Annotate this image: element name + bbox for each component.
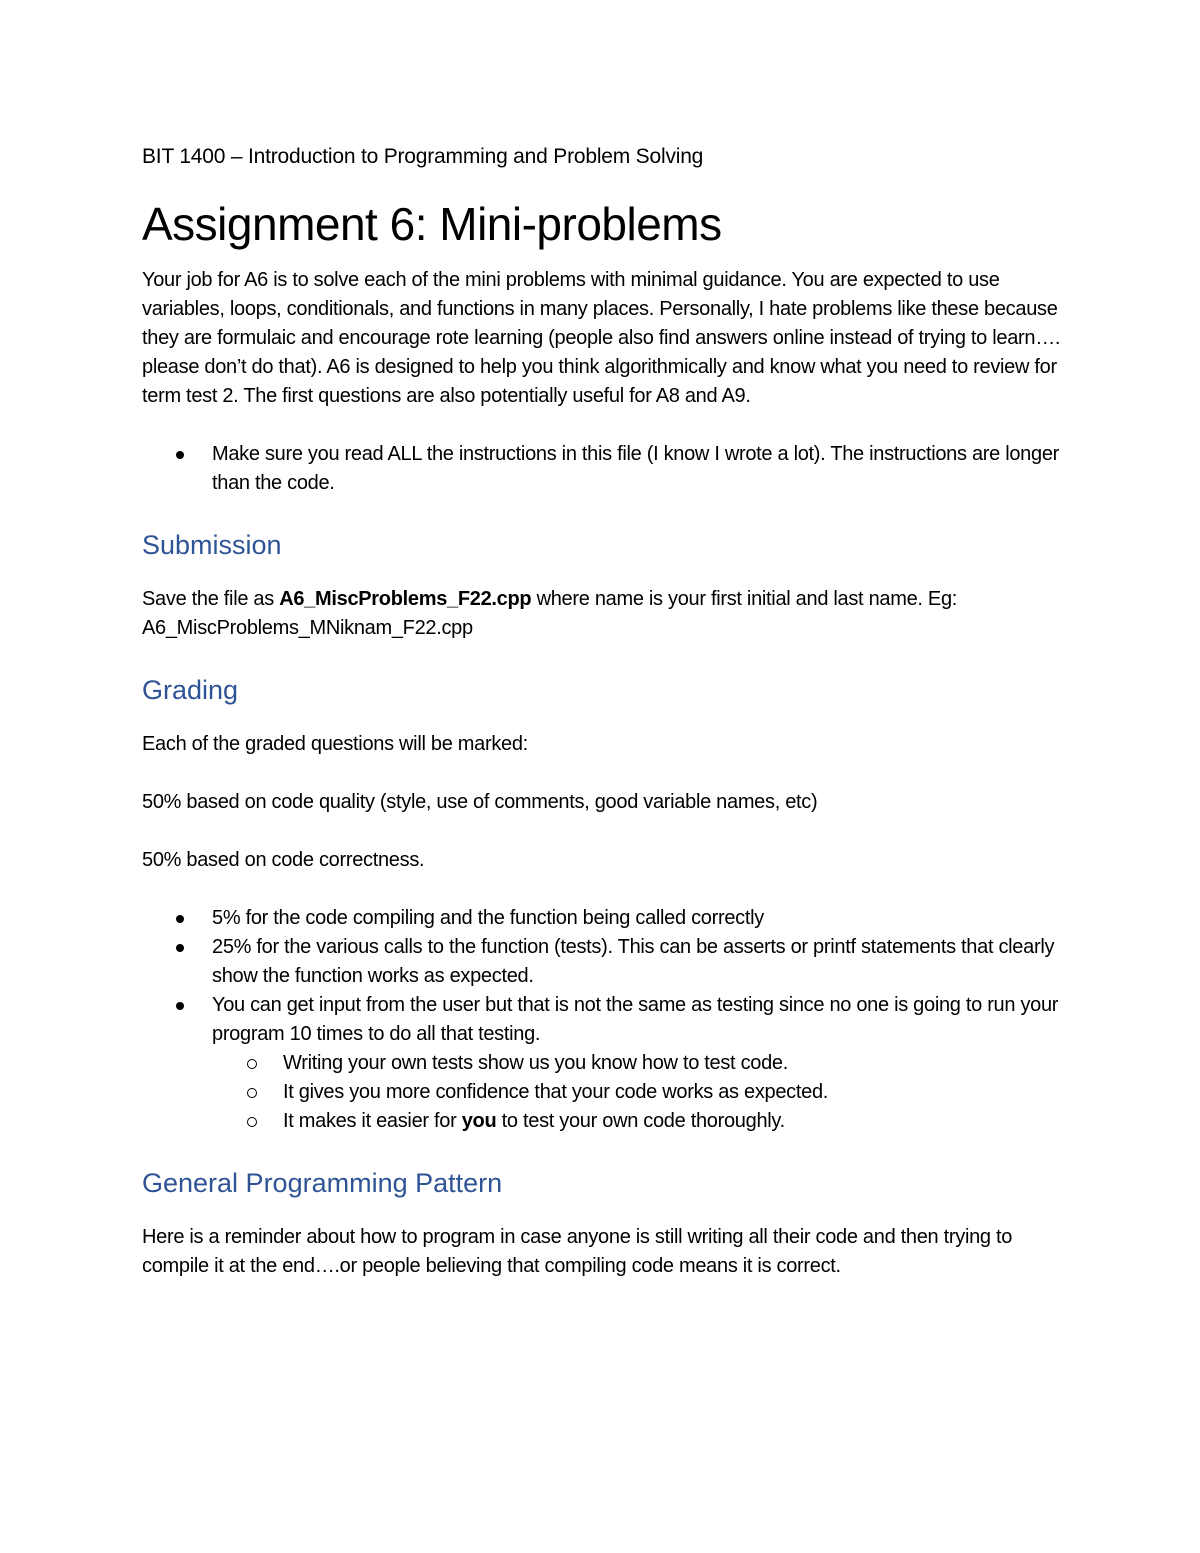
- hollow-bullet-icon: [247, 1088, 257, 1098]
- grading-sub-bullet-text: It gives you more confidence that your code works as expected.: [283, 1081, 829, 1103]
- intro-bullet-list: [142, 440, 1062, 498]
- intro-bullet-item: [142, 440, 1062, 498]
- grading-sub-bullet-item: [212, 1049, 1062, 1078]
- assignment-title: Assignment 6: Mini-problems: [142, 198, 722, 250]
- grading-sub-bullet-text-after: to test your own code thoroughly.: [496, 1110, 785, 1132]
- intro-bullet-text: Make sure you read ALL the instructions in this file (I know I wrote a lot). The instructions are longer than the code.: [212, 443, 1060, 494]
- submission-filename: A6_MiscProblems_F22.cpp: [279, 588, 532, 610]
- grading-bullet-item: [142, 933, 1062, 991]
- grading-sub-bullet-bold: you: [461, 1110, 497, 1132]
- grading-sub-bullet-text: Writing your own tests show us you know how to test code.: [283, 1052, 789, 1074]
- document-content: [142, 142, 1062, 1310]
- pattern-heading: General Programming Pattern: [142, 1168, 503, 1198]
- grading-quality-line: 50% based on code quality (style, use of comments, good variable names, etc): [142, 791, 818, 813]
- grading-heading: Grading: [142, 675, 239, 705]
- pattern-paragraph: Here is a reminder about how to program in case anyone is still writing all their code and then trying to compile it at the end….or people believing that compiling code means it is correct.: [142, 1226, 1013, 1277]
- grading-bullet-list: [142, 904, 1062, 1136]
- grading-intro: Each of the graded questions will be marked:: [142, 733, 528, 755]
- grading-bullet-item: [142, 991, 1062, 1136]
- course-header: BIT 1400 – Introduction to Programming and Problem Solving: [142, 145, 704, 168]
- grading-sub-bullet-item: [212, 1107, 1062, 1136]
- grading-sub-bullet-list: [212, 1049, 1062, 1136]
- grading-sub-bullet-item: [212, 1078, 1062, 1107]
- grading-correctness-line: 50% based on code correctness.: [142, 849, 425, 871]
- hollow-bullet-icon: [247, 1059, 257, 1069]
- submission-text-after: where name is your first initial and last name. Eg: A6_MiscProblems_MNiknam_F22.cpp: [142, 588, 958, 639]
- bullet-icon: [176, 1002, 184, 1010]
- bullet-icon: [176, 451, 184, 459]
- grading-bullet-text: You can get input from the user but that is not the same as testing since no one is going to run your program 10 times to do all that testing.: [212, 994, 1059, 1045]
- grading-bullet-text: 25% for the various calls to the function (tests). This can be asserts or printf statements that clearly show the function works as expected.: [212, 936, 1055, 987]
- intro-paragraph: Your job for A6 is to solve each of the mini problems with minimal guidance. You are expected to use variables, loops, conditionals, and functions in many places. Personally, I hate problems like these because they are formulaic and encourage rote learning (people also find answers online instead of trying to learn…. please don’t do that). A6 is designed to help you think algorithmically and know what you need to review for term test 2. The first questions are also potentially useful for A8 and A9.: [142, 269, 1061, 407]
- hollow-bullet-icon: [247, 1117, 257, 1127]
- submission-text-before: Save the file as: [142, 588, 280, 610]
- submission-heading: Submission: [142, 530, 282, 560]
- bullet-icon: [176, 944, 184, 952]
- grading-sub-bullet-text-before: It makes it easier for: [283, 1110, 462, 1132]
- submission-paragraph: [142, 585, 1062, 643]
- grading-bullet-item: [142, 904, 1062, 933]
- bullet-icon: [176, 915, 184, 923]
- grading-bullet-text: 5% for the code compiling and the function being called correctly: [212, 907, 764, 929]
